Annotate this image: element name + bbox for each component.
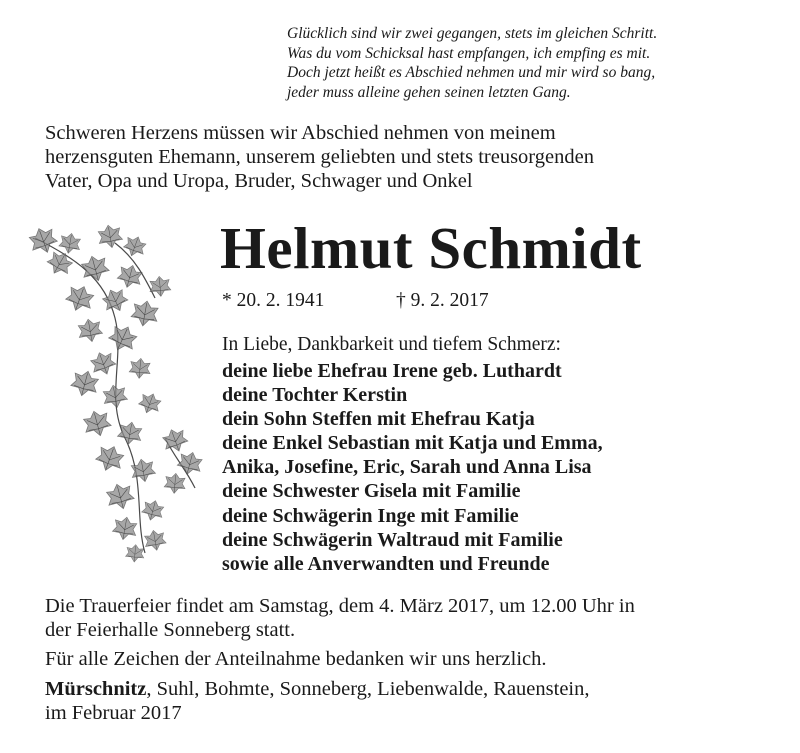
poem-line: Glücklich sind wir zwei gegangen, stets im gleichen Schritt.: [287, 25, 658, 42]
ivy-leaf: [111, 515, 138, 541]
ivy-leaf: [97, 223, 124, 249]
ivy-leaf: [164, 473, 186, 495]
mourners-intro: In Liebe, Dankbarkeit und tiefem Schmerz:: [222, 334, 561, 355]
mourner-line: sowie alle Anverwandten und Freunde: [222, 552, 550, 575]
ivy-leaf: [44, 248, 76, 279]
poem-line: Was du vom Schicksal hast empfangen, ich empfing es mit.: [287, 44, 651, 62]
main-place: Mürschnitz: [45, 678, 147, 700]
mourner-line: dein Sohn Steffen mit Ehefrau Katja: [222, 408, 535, 431]
mourner-line: deine Tochter Kerstin: [222, 384, 408, 407]
poem-line: Doch jetzt heißt es Abschied nehmen und mir wird so bang,: [287, 64, 656, 81]
deceased-name: Helmut Schmidt: [220, 215, 642, 281]
ivy-leaf: [106, 322, 140, 356]
ivy-leaf: [129, 358, 151, 380]
mourner-line: deine liebe Ehefrau Irene geb. Luthardt: [222, 360, 562, 382]
ivy-leaf: [102, 383, 129, 409]
poem-line: jeder muss alleine gehen seinen letzten Gang.: [287, 83, 571, 101]
ivy-leaf: [140, 498, 165, 523]
ivy-leaf: [27, 224, 60, 256]
poem: [287, 24, 787, 102]
ivy-leaf: [93, 442, 126, 474]
ivy-leaf: [160, 426, 190, 455]
ivy-leaf: [88, 349, 118, 378]
ivy-leaf: [130, 299, 160, 328]
mourner-line: deine Schwägerin Inge mit Familie: [222, 504, 519, 527]
mourner-line: deine Schwägerin Waltraud mit Familie: [222, 528, 563, 551]
date-line: im Februar 2017: [45, 702, 182, 724]
ivy-leaf: [143, 529, 167, 552]
intro-line: herzensguten Ehemann, unserem geliebten und stets treusorgenden: [45, 146, 594, 168]
ivy-leaf: [116, 420, 143, 446]
ivy-leaf: [149, 276, 171, 298]
places-and-date: [45, 677, 590, 725]
service-line: der Feierhalle Sonneberg statt.: [45, 619, 296, 641]
ivy-leaf: [116, 263, 144, 291]
ivy-leaf: [137, 390, 163, 416]
ivy-leaf: [58, 232, 82, 255]
intro-text: [45, 121, 765, 193]
mourner-line: Anika, Josefine, Eric, Sarah und Anna Lisa: [222, 456, 592, 479]
ivy-leaf: [176, 450, 204, 478]
birth-date: * 20. 2. 1941: [222, 290, 325, 311]
ivy-leaf: [104, 481, 136, 512]
intro-line: Vater, Opa und Uropa, Bruder, Schwager und Onkel: [45, 170, 473, 192]
thanks-text: Für alle Zeichen der Anteilnahme bedanken wir uns herzlich.: [45, 648, 547, 670]
intro-line: Schweren Herzens müssen wir Abschied nehmen von meinem: [45, 122, 556, 144]
ivy-leaves-icon: [15, 218, 215, 563]
ivy-leaf: [125, 544, 145, 563]
funeral-service-info: [45, 594, 785, 642]
ivy-leaf: [69, 368, 101, 399]
mourner-line: deine Enkel Sebastian mit Katja und Emma,: [222, 432, 603, 455]
mourners-list: [222, 359, 603, 576]
ivy-leaf: [81, 408, 113, 439]
life-dates: [222, 289, 489, 313]
ivy-leaf: [122, 233, 148, 259]
mourner-line: deine Schwester Gisela mit Familie: [222, 480, 521, 503]
death-date: † 9. 2. 2017: [396, 290, 489, 311]
other-places: , Suhl, Bohmte, Sonneberg, Liebenwalde, Rauenstein,: [146, 678, 590, 700]
places-line: [45, 677, 590, 701]
service-line: Die Trauerfeier findet am Samstag, dem 4. März 2017, um 12.00 Uhr in: [45, 595, 635, 617]
ivy-leaf: [63, 282, 96, 314]
ivy-leaf: [100, 285, 131, 315]
ivy-leaf: [77, 317, 104, 343]
